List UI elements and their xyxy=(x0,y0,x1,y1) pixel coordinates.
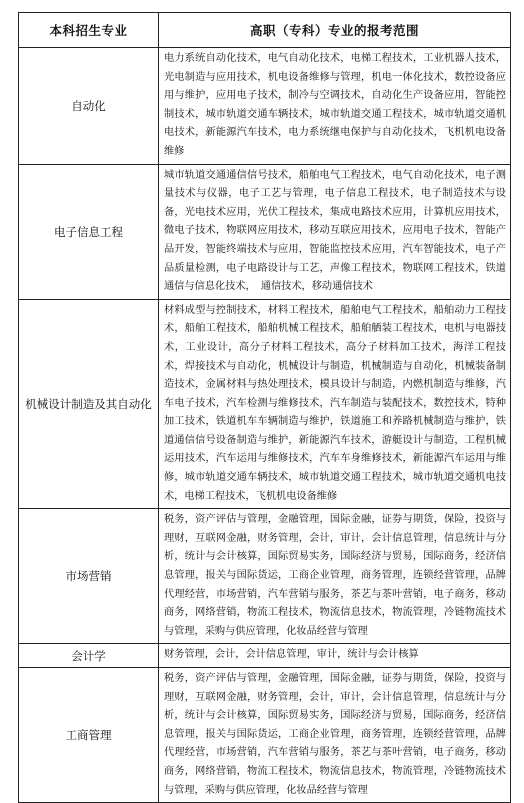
table-row xyxy=(19,164,511,299)
eligible-majors: 税务，资产评估与管理，金融管理，国际金融，证券与期货，保险，投资与理财，互联网金融，财务管理，会计，审计，会计信息管理，信息统计与分析，统计与会计核算，国际贸易实务，国际经济与贸易，国际商务，经济信息管理，报关与国际货运，工商企业管理，商务管理，连锁经营管理，品牌代理经营，市场营销，汽车营销与服务，茶艺与茶叶营销，电子商务，移动商务，网络营销，物流工程技术，物流信息技术，物流管理，冷链物流技术与管理，采购与供应管理，化妆品经营与管理 xyxy=(159,668,511,803)
table-row xyxy=(19,299,511,509)
table-row xyxy=(19,668,511,803)
table-row xyxy=(19,48,511,165)
table-header-row xyxy=(19,13,511,48)
major-name: 会计学 xyxy=(19,644,159,668)
major-name: 自动化 xyxy=(19,48,159,165)
eligible-majors: 财务管理，会计，会计信息管理，审计，统计与会计核算 xyxy=(159,644,511,668)
major-name: 机械设计制造及其自动化 xyxy=(19,299,159,509)
eligible-majors: 材料成型与控制技术，材料工程技术，船舶电气工程技术，船舶动力工程技术，船舶工程技术，船舶机械工程技术，船舶舾装工程技术，电机与电器技术，工业设计，高分子材料工程技术，高分子材料加工技术，海洋工程技术，焊接技术与自动化，机械设计与制造，机械制造与自动化，机械装备制造技术，金属材料与热处理技术，模具设计与制造，内燃机制造与维修，汽车电子技术，汽车检测与维修技术，汽车制造与装配技术，数控技术，特种加工技术，铁道机车车辆制造与维护，铁道施工和养路机械制造与维护，铁道通信信号设备制造与维护，新能源汽车技术，游艇设计与制造，工程机械运用技术，汽车运用与维修技术，汽车车身维修技术，新能源汽车运用与维修，城市轨道交通车辆技术，城市轨道交通工程技术，城市轨道交通机电技术，电梯工程技术，飞机机电设备维修 xyxy=(159,299,511,509)
eligible-majors: 城市轨道交通通信信号技术，船舶电气工程技术，电气自动化技术，电子测量技术与仪器，电子工艺与管理，电子信息工程技术，电子制造技术与设备，光电技术应用，光伏工程技术，集成电路技术应用，计算机应用技术，微电子技术，物联网应用技术，移动互联应用技术，应用电子技术，智能产品开发，智能终端技术与应用，智能监控技术应用，汽车智能技术，电子产品质量检测，电子电路设计与工艺，声像工程技术，物联网工程技术，铁道通信与信息化技术， 通信技术，移动通信技术 xyxy=(159,164,511,299)
table-row xyxy=(19,644,511,668)
major-name: 工商管理 xyxy=(19,668,159,803)
document-page xyxy=(18,12,510,803)
eligible-majors: 税务，资产评估与管理，金融管理，国际金融，证券与期货，保险，投资与理财，互联网金融，财务管理，会计，审计，会计信息管理，信息统计与分析，统计与会计核算，国际贸易实务，国际经济与贸易，国际商务，经济信息管理，报关与国际货运，工商企业管理，商务管理，连锁经营管理，品牌代理经营，市场营销，汽车营销与服务，茶艺与茶叶营销，电子商务，移动商务，网络营销，物流工程技术，物流信息技术，物流管理，冷链物流技术与管理，采购与供应管理，化妆品经营与管理 xyxy=(159,509,511,644)
major-mapping-table xyxy=(18,12,511,803)
eligible-majors: 电力系统自动化技术，电气自动化技术，电梯工程技术，工业机器人技术，光电制造与应用技术，机电设备维修与管理，机电一体化技术，数控设备应用与维护，应用电子技术，制冷与空调技术，自动化生产设备应用，智能控制技术，城市轨道交通车辆技术，城市轨道交通工程技术，城市轨道交通机电技术，新能源汽车技术，电力系统继电保护与自动化技术，飞机机电设备维修 xyxy=(159,48,511,165)
major-name: 电子信息工程 xyxy=(19,164,159,299)
major-name: 市场营销 xyxy=(19,509,159,644)
header-major: 本科招生专业 xyxy=(19,13,159,48)
table-row xyxy=(19,509,511,644)
header-range: 高职（专科）专业的报考范围 xyxy=(159,13,511,48)
